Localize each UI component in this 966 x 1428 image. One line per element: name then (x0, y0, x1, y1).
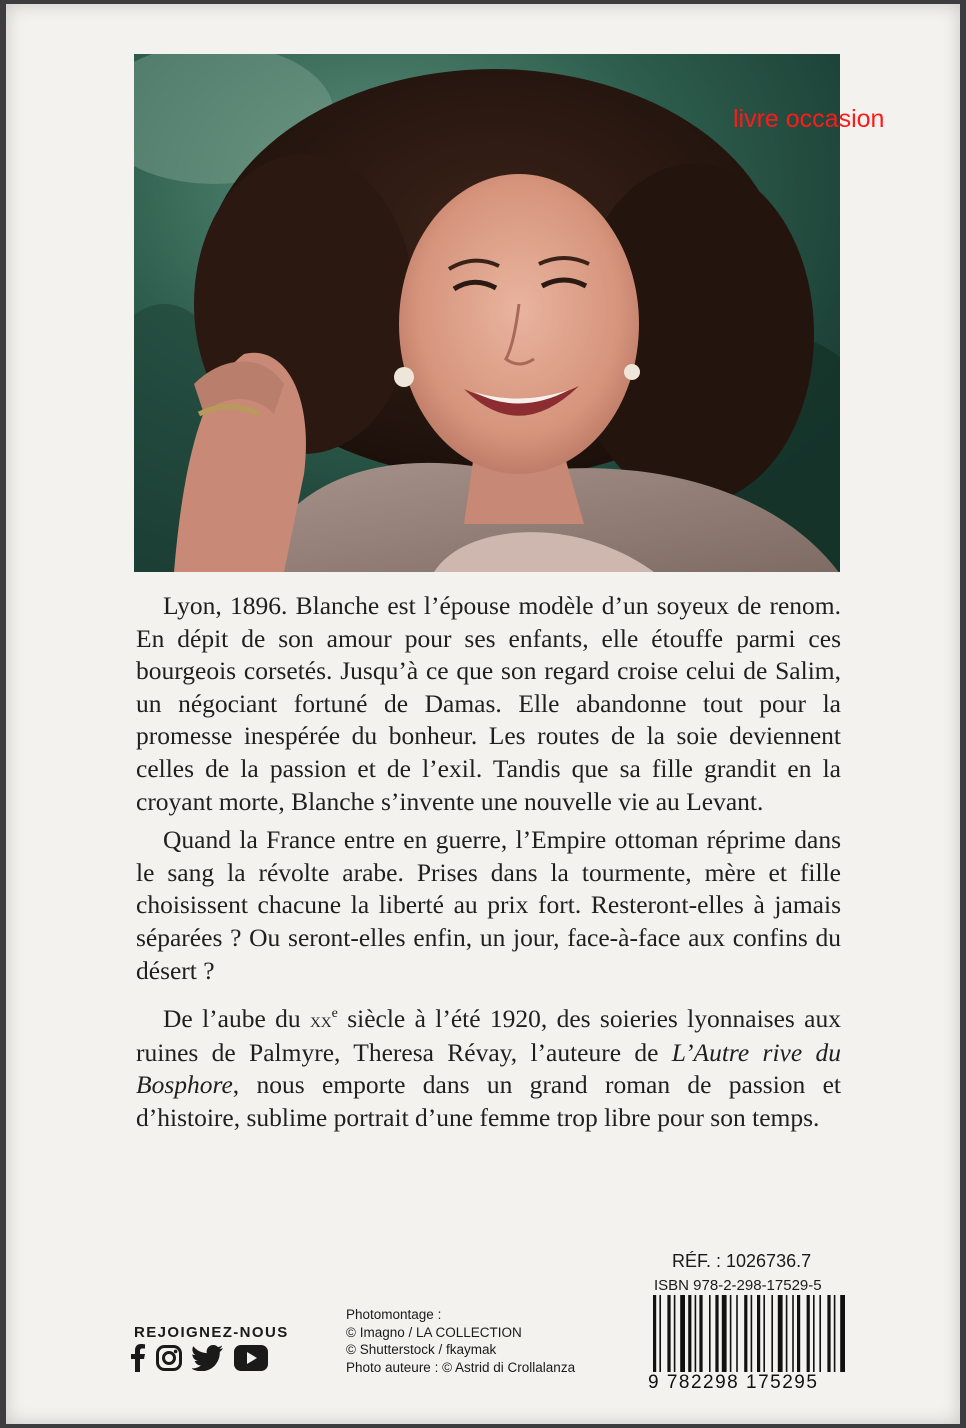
photo-credits (346, 1306, 575, 1376)
blurb-paragraph-1: Lyon, 1896. Blanche est l’épouse modèle d’un soyeux de renom. En dépit de son amour pour ses enfants, elle étouffe parmi ces bourgeois corsetés. Jusqu’à ce que son regard croise celui de Salim, un négociant fortuné de Damas. Elle abandonne tout pour la promesse inespérée du bonheur. Les routes de la soie deviennent celles de la passion et de l’exil. Tandis que sa fille grandit en la croyant morte, Blanche s’invente une nouvelle vie au Levant. (136, 591, 841, 816)
isbn-text: ISBN 978-2-298-17529-5 (654, 1277, 822, 1294)
social-icons (130, 1344, 268, 1377)
reference-number: RÉF. : 1026736.7 (672, 1251, 812, 1271)
credit-line: © Shutterstock / fkaymak (346, 1342, 497, 1358)
credit-line: © Imagno / LA COLLECTION (346, 1324, 522, 1340)
barcode-bar (695, 1295, 697, 1375)
blurb (136, 590, 841, 1135)
barcode-bar (807, 1295, 810, 1375)
barcode-bar (827, 1295, 830, 1375)
barcode-bar (813, 1295, 815, 1375)
facebook-icon[interactable] (130, 1344, 146, 1377)
p3-middle: siècle à l’été 1920, des soieries lyonnaises aux ruines de Palmyre, Theresa Révay, l’auteure de (136, 1004, 841, 1067)
barcode-digits: 9 782298 175295 (648, 1372, 878, 1394)
youtube-icon[interactable] (234, 1345, 268, 1376)
barcode-bar (674, 1295, 676, 1375)
instagram-icon[interactable] (156, 1345, 182, 1376)
blurb-paragraph-3 (136, 1003, 841, 1134)
barcode-bar (736, 1295, 738, 1375)
barcode-bar (680, 1295, 685, 1375)
barcode-bar (715, 1295, 718, 1375)
barcode-bar (797, 1295, 800, 1375)
watermark-text: livre occasion (733, 105, 885, 133)
barcode-bar (722, 1295, 727, 1375)
credit-line: Photomontage : (346, 1307, 442, 1322)
book-title: L’Autre rive du Bosphore (136, 1037, 841, 1100)
twitter-icon[interactable] (192, 1345, 224, 1376)
barcode-bar (699, 1295, 702, 1375)
barcode-bar (744, 1295, 747, 1375)
barcode-bar (709, 1295, 711, 1375)
century-numeral: xx (309, 1007, 332, 1033)
barcode-bar (819, 1295, 821, 1375)
blurb-paragraph-2: Quand la France entre en guerre, l’Empire ottoman réprime dans le sang la révolte arabe. Prises dans la tourmente, mère et fille choisissent chacune la liberté au prix fort. Resteront-elles à jamais séparées ? Ou seront-elles enfin, un jour, face-à-face aux confins du désert ? (136, 825, 841, 985)
back-cover (6, 4, 960, 1424)
barcode-bar (834, 1295, 836, 1375)
barcode-bar (688, 1295, 691, 1375)
social-heading: REJOIGNEZ-NOUS (134, 1324, 289, 1341)
barcode-bar (730, 1295, 732, 1375)
p3-end: , nous emporte dans un grand roman de passion et d’histoire, sublime portrait d’une femme trop libre pour son temps. (136, 1070, 841, 1132)
barcode-bar (763, 1295, 765, 1375)
barcode-bar (667, 1295, 670, 1375)
barcode-bar (786, 1295, 788, 1375)
credit-line: Photo auteure : © Astrid di Crollalanza (346, 1359, 576, 1375)
barcode-bar (771, 1295, 773, 1375)
century-superscript: e (331, 1006, 338, 1022)
p3-start: De l’aube du (163, 1004, 310, 1034)
barcode-bar (757, 1295, 760, 1375)
barcode-bar (792, 1295, 794, 1375)
barcode-bar (778, 1295, 783, 1375)
